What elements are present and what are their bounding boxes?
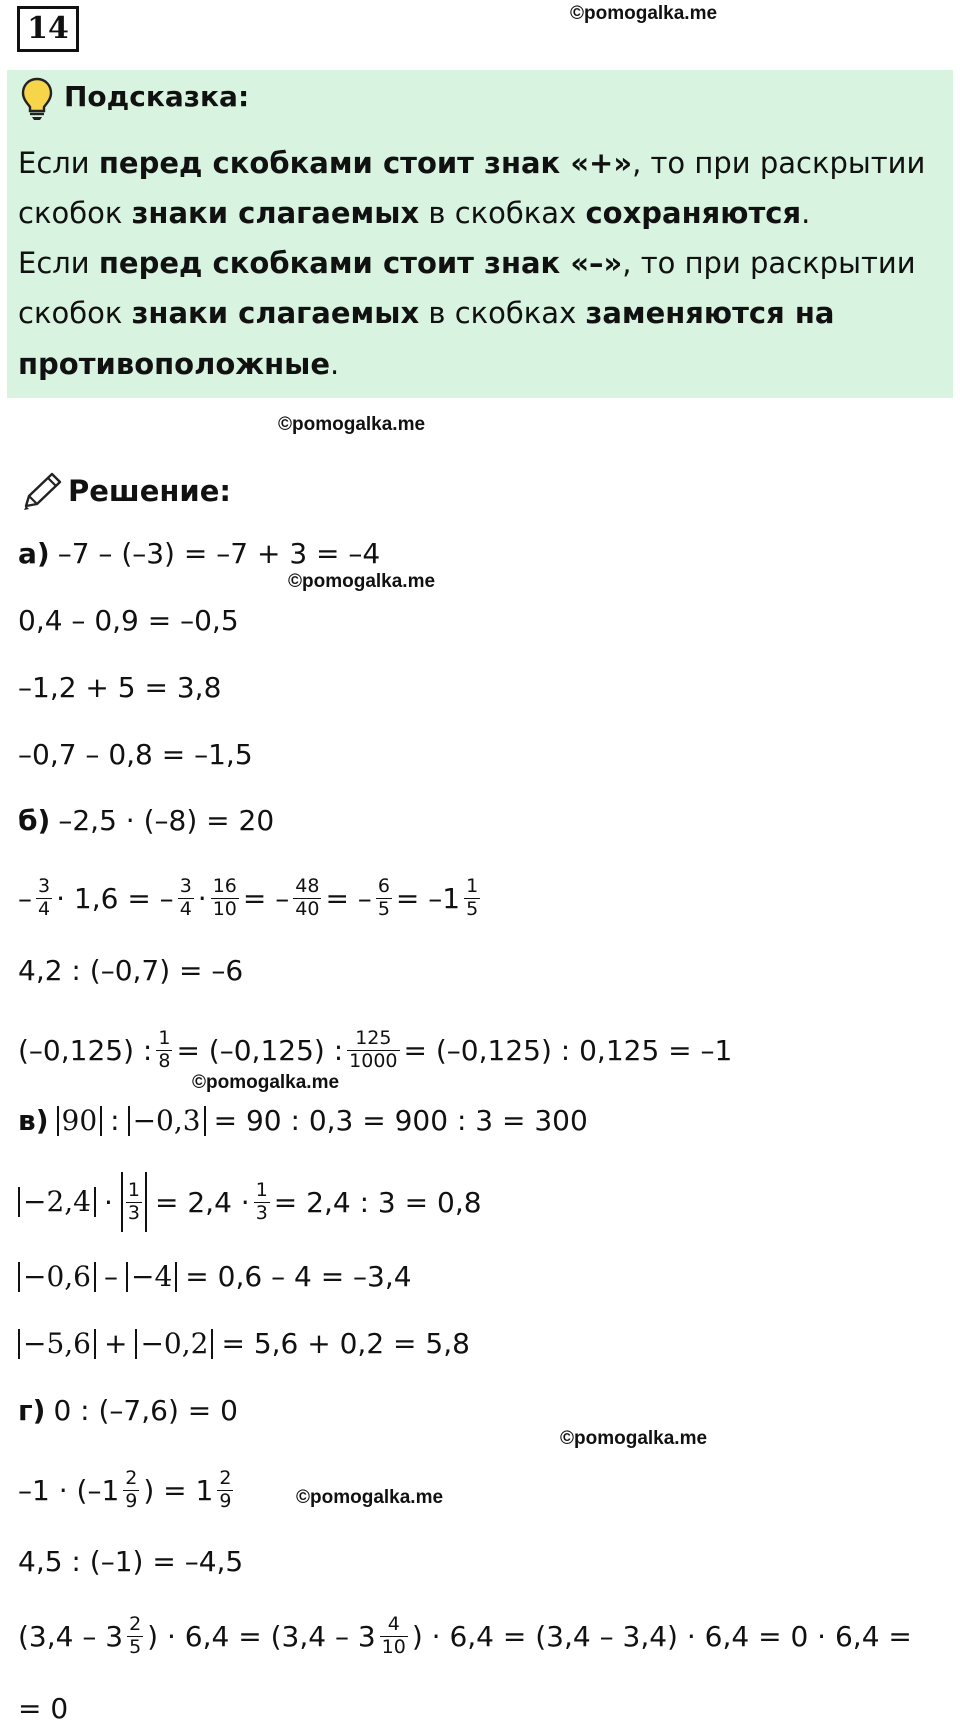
solution-b-line-4: (–0,125) : $\frac{1}{8}$ = (–0,125) : $\frac{125}{1000}$ = (–0,125) : 0,125 = –1 xyxy=(18,1026,733,1072)
lightbulb-icon xyxy=(20,76,54,122)
solution-v-line-4: −5,6 + −0,2 = 5,6 + 0,2 = 5,8 xyxy=(18,1327,470,1360)
watermark: ©pomogalka.me xyxy=(560,1428,708,1449)
hint-line-4: скобок знаки слагаемых в скобках заменяются на xyxy=(18,296,835,330)
fraction: $\frac{1}{5}$ xyxy=(466,874,479,920)
solution-b-line-1: б) –2,5 · (–8) = 20 xyxy=(18,804,275,837)
absolute-value: 90 xyxy=(57,1106,103,1136)
solution-a-line-4: –0,7 – 0,8 = –1,5 xyxy=(18,738,253,771)
solution-g-line-2: –1 · (–1 $\frac{2}{9}$ ) = 1 $\frac{2}{9}$ xyxy=(18,1466,232,1512)
absolute-value: −0,2 xyxy=(135,1329,213,1359)
fraction: $\frac{16}{10}$ xyxy=(212,874,237,920)
watermark: ©pomogalka.me xyxy=(296,1487,444,1508)
absolute-value: −0,3 xyxy=(128,1106,206,1136)
hint-line-2: скобок знаки слагаемых в скобках сохраняются. xyxy=(18,196,811,230)
solution-v-line-3: −0,6 – −4 = 0,6 – 4 = –3,4 xyxy=(18,1260,412,1293)
solution-g-line-5: = 0 xyxy=(18,1692,69,1725)
fraction: $\frac{2}{9}$ xyxy=(125,1466,138,1512)
solution-a-line-1: а) –7 – (–3) = –7 + 3 = –4 xyxy=(18,537,381,570)
solution-v-line-2: −2,4 · $\frac{1}{3}$ = 2,4 · $\frac{1}{3}$ = 2,4 : 3 = 0,8 xyxy=(18,1170,482,1234)
hint-title: Подсказка: xyxy=(64,80,250,113)
fraction: $\frac{3}{4}$ xyxy=(179,874,192,920)
absolute-value xyxy=(121,1172,147,1232)
solution-b-line-3: 4,2 : (–0,7) = –6 xyxy=(18,954,244,987)
fraction: $\frac{1}{8}$ xyxy=(158,1026,171,1072)
hint-line-1: Если перед скобками стоит знак «+», то при раскрытии xyxy=(18,146,926,180)
fraction: $\frac{125}{1000}$ xyxy=(349,1026,398,1072)
fraction: $\frac{6}{5}$ xyxy=(377,874,390,920)
fraction: $\frac{1}{3}$ xyxy=(255,1178,268,1224)
fraction: $\frac{3}{4}$ xyxy=(38,874,51,920)
fraction: $\frac{4}{10}$ xyxy=(381,1612,406,1658)
pencil-icon xyxy=(20,470,64,512)
solution-g-line-3: 4,5 : (–1) = –4,5 xyxy=(18,1545,244,1578)
fraction: $\frac{48}{40}$ xyxy=(295,874,320,920)
absolute-value: −0,6 xyxy=(18,1262,96,1292)
solution-v-line-1: в) 90 : −0,3 = 90 : 0,3 = 900 : 3 = 300 xyxy=(18,1103,588,1137)
absolute-value: −2,4 xyxy=(18,1187,96,1217)
solution-g-line-4: (3,4 – 3 $\frac{2}{5}$ ) · 6,4 = (3,4 – 3 $\frac{4}{10}$ ) · 6,4 = (3,4 – 3,4) · 6,4 = 0 · 6,4 = xyxy=(18,1612,912,1658)
fraction: $\frac{1}{3}$ xyxy=(127,1178,140,1224)
watermark: ©pomogalka.me xyxy=(570,3,718,24)
watermark: ©pomogalka.me xyxy=(288,571,436,592)
watermark: ©pomogalka.me xyxy=(192,1072,340,1093)
solution-a-line-2: 0,4 – 0,9 = –0,5 xyxy=(18,604,239,637)
absolute-value: −5,6 xyxy=(18,1329,96,1359)
fraction: $\frac{2}{9}$ xyxy=(219,1466,232,1512)
absolute-value: −4 xyxy=(126,1262,177,1292)
task-number: 14 xyxy=(17,6,79,52)
solution-b-line-2: – $\frac{3}{4}$ · 1,6 = – $\frac{3}{4}$ · $\frac{16}{10}$ = – $\frac{48}{40}$ = – $\frac{6}{5}$ = –1 $\frac{1}{5}$ xyxy=(18,874,479,920)
solution-g-line-1: г) 0 : (–7,6) = 0 xyxy=(18,1394,238,1427)
solution-a-line-3: –1,2 + 5 = 3,8 xyxy=(18,671,222,704)
hint-line-5: противоположные. xyxy=(18,347,340,381)
hint-line-3: Если перед скобками стоит знак «–», то при раскрытии xyxy=(18,246,916,280)
solution-title: Решение: xyxy=(68,474,232,508)
fraction: $\frac{2}{5}$ xyxy=(129,1612,142,1658)
watermark: ©pomogalka.me xyxy=(278,414,426,435)
